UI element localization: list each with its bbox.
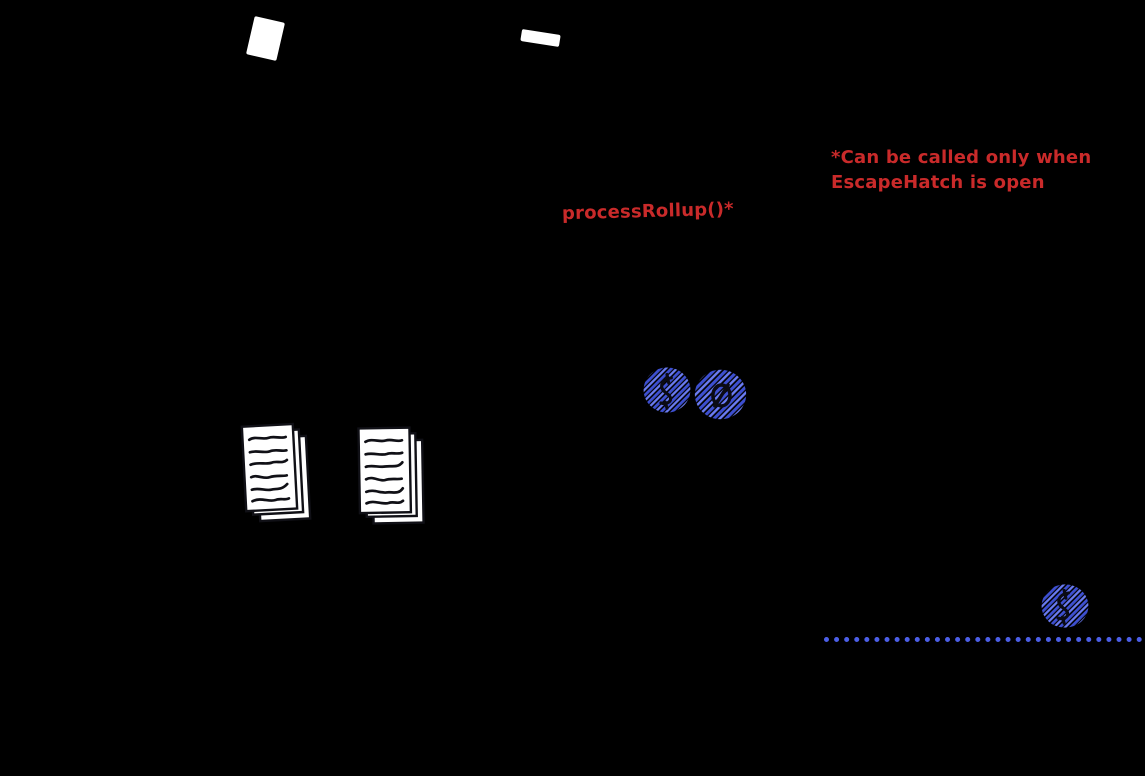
escape-hatch-note-line1: *Can be called only when [831,147,1092,168]
token-coin-icon [1037,580,1093,632]
document-stack-icon [356,425,428,526]
boundary-dotted-line [824,637,1142,642]
document-stack-icon [239,421,314,525]
white-tab-icon [520,29,560,47]
escape-hatch-note-line2: EscapeHatch is open [831,172,1045,193]
token-coin-icon [692,366,749,423]
token-coin-icon [641,364,693,416]
escape-hatch-note [831,145,1091,195]
process-rollup-label: processRollup()* [561,198,735,225]
white-card-icon [246,16,285,61]
